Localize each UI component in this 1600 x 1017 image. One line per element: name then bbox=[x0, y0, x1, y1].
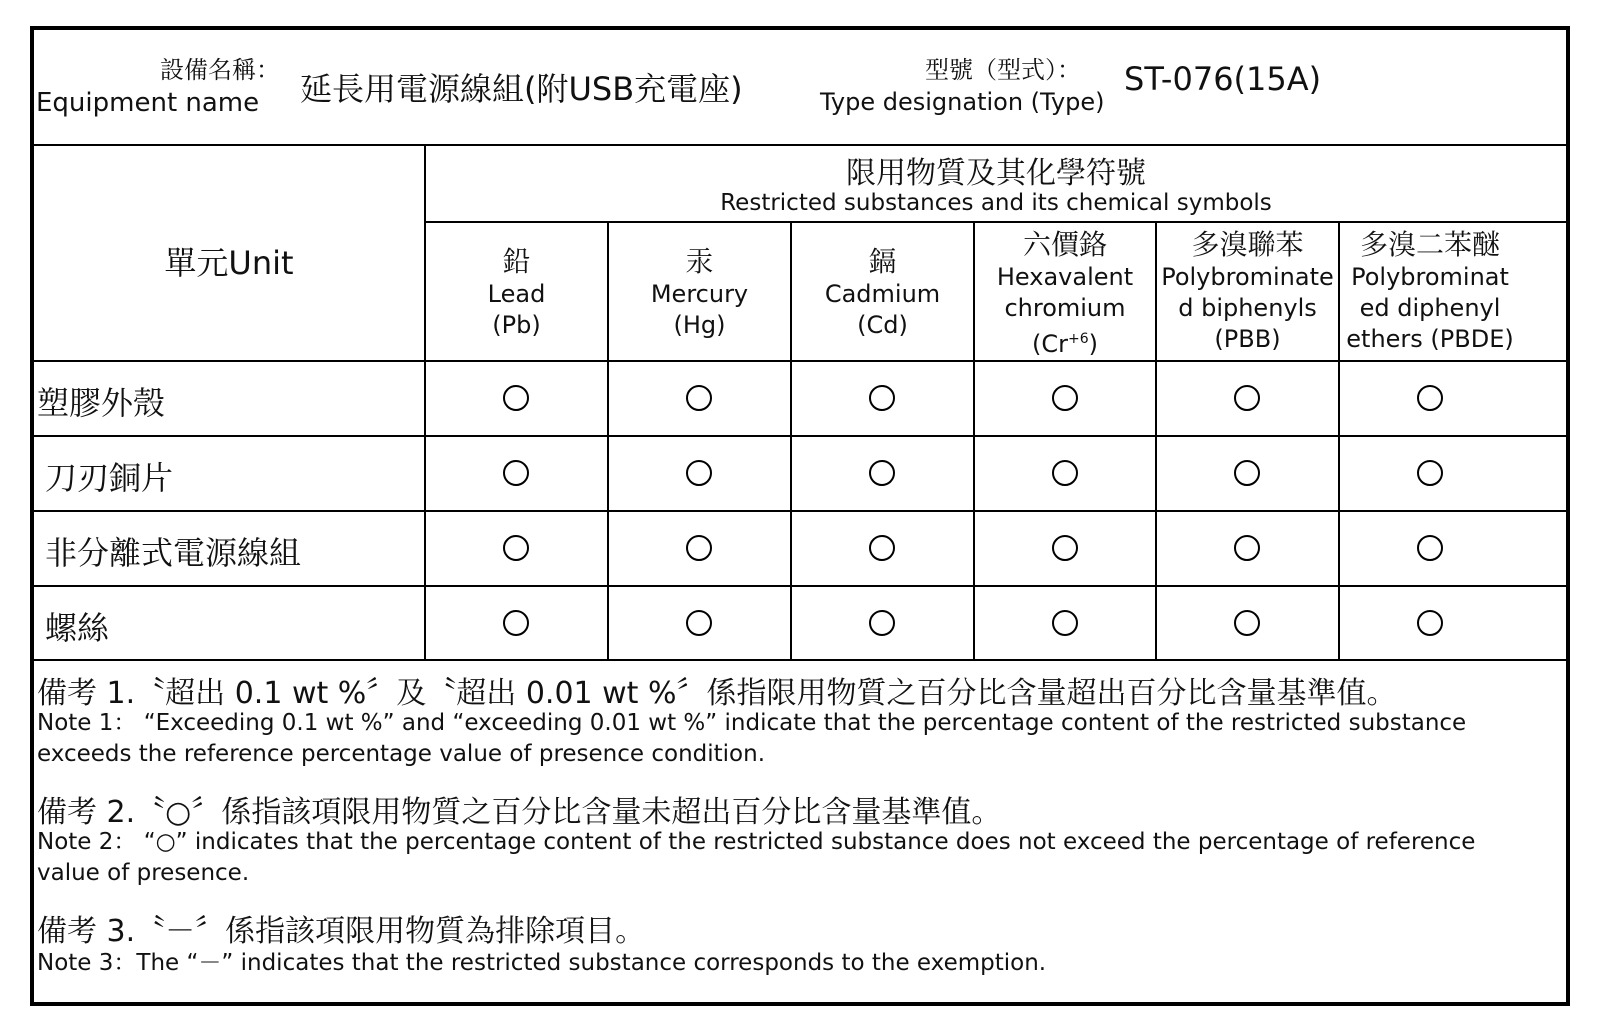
circle-mark-icon bbox=[1052, 610, 1078, 636]
symbol-superscript: +6 bbox=[1067, 331, 1089, 347]
row-label-blade-copper: 刀刃銅片 bbox=[45, 459, 174, 497]
symbol-base: (Cr bbox=[1031, 330, 1068, 358]
row-label-plastic-housing: 塑膠外殼 bbox=[37, 384, 166, 422]
type-label-zh: 型號（型式）： bbox=[925, 56, 1081, 84]
circle-mark-icon bbox=[869, 535, 895, 561]
row-label-screw: 螺絲 bbox=[45, 609, 110, 647]
circle-mark-icon bbox=[503, 610, 529, 636]
column-header-symbol: (Hg) bbox=[673, 311, 726, 339]
circle-mark-icon bbox=[1234, 460, 1260, 486]
type-label-en: Type designation (Type) bbox=[820, 88, 1105, 116]
column-header-en: chromium bbox=[1004, 294, 1126, 322]
column-header-en: Polybrominate bbox=[1161, 263, 1334, 291]
circle-mark-icon bbox=[503, 460, 529, 486]
circle-mark-icon bbox=[1417, 460, 1443, 486]
column-header-en: Lead bbox=[487, 280, 546, 308]
circle-mark-icon bbox=[1052, 535, 1078, 561]
grid-line bbox=[34, 659, 1566, 661]
column-header-symbol: (Pb) bbox=[492, 311, 541, 339]
note-3-zh: 備考 3.〝－〞係指該項限用物質為排除項目。 bbox=[37, 914, 646, 949]
circle-mark-icon bbox=[503, 535, 529, 561]
column-header-symbol bbox=[975, 324, 1155, 360]
circle-mark-icon bbox=[503, 385, 529, 411]
grid-line bbox=[34, 360, 1566, 362]
note-2-en: Note 2： “○” indicates that the percentage content of the restricted substance does not exceed the percentage of reference value of presence. bbox=[37, 829, 1476, 886]
column-header-pbde bbox=[1340, 228, 1520, 355]
circle-mark-icon bbox=[869, 385, 895, 411]
circle-mark-icon bbox=[686, 610, 712, 636]
column-header-en: Cadmium bbox=[824, 280, 941, 308]
column-header-zh: 多溴二苯醚 bbox=[1359, 228, 1500, 261]
column-header-zh: 汞 bbox=[685, 245, 714, 278]
equipment-value: 延長用電源線組(附USB充電座) bbox=[300, 70, 743, 108]
circle-mark-icon bbox=[869, 460, 895, 486]
grid-line bbox=[34, 144, 1566, 146]
column-header-en: Polybrominat bbox=[1351, 263, 1509, 291]
circle-mark-icon bbox=[1052, 385, 1078, 411]
note-1-en: Note 1： “Exceeding 0.1 wt %” and “exceeding 0.01 wt %” indicate that the percentage content of the restricted substance exceeds the reference percentage value of presence condition. bbox=[37, 710, 1467, 767]
row-label-power-cord: 非分離式電源線組 bbox=[45, 534, 302, 572]
grid-line bbox=[34, 435, 1566, 437]
circle-mark-icon bbox=[1417, 610, 1443, 636]
column-header-hexavalent-chromium bbox=[975, 228, 1155, 360]
column-header-cadmium bbox=[792, 245, 973, 341]
circle-mark-icon bbox=[1417, 385, 1443, 411]
equipment-label-en: Equipment name bbox=[36, 88, 260, 118]
column-header-zh: 鉛 bbox=[502, 245, 531, 278]
column-header-zh: 多溴聯苯 bbox=[1191, 228, 1304, 261]
symbol-end: ) bbox=[1088, 330, 1098, 358]
column-header-symbol: (Cd) bbox=[857, 311, 908, 339]
group-title-en: Restricted substances and its chemical symbols bbox=[720, 190, 1272, 216]
column-header-lead bbox=[426, 245, 607, 341]
column-header-zh: 鎘 bbox=[868, 245, 897, 278]
column-header-symbol: ethers (PBDE) bbox=[1346, 325, 1514, 353]
circle-mark-icon bbox=[1234, 385, 1260, 411]
group-title-zh: 限用物質及其化學符號 bbox=[846, 156, 1146, 191]
column-header-en: Mercury bbox=[650, 280, 749, 308]
circle-mark-icon bbox=[686, 460, 712, 486]
grid-line bbox=[424, 144, 426, 661]
circle-mark-icon bbox=[1234, 610, 1260, 636]
grid-line bbox=[34, 585, 1566, 587]
equipment-label-zh: 設備名稱： bbox=[160, 56, 280, 84]
circle-mark-icon bbox=[1417, 535, 1443, 561]
unit-header: 單元Unit bbox=[164, 244, 294, 282]
column-header-en: Hexavalent bbox=[996, 263, 1134, 291]
grid-line bbox=[424, 221, 1566, 223]
note-1-zh: 備考 1.〝超出 0.1 wt %〞及〝超出 0.01 wt %〞係指限用物質之百分比含量超出百分比含量基準值。 bbox=[37, 676, 1397, 711]
column-header-en: d biphenyls bbox=[1178, 294, 1317, 322]
circle-mark-icon bbox=[1234, 535, 1260, 561]
circle-mark-icon bbox=[869, 610, 895, 636]
note-2-zh: 備考 2.〝○〞係指該項限用物質之百分比含量未超出百分比含量基準值。 bbox=[37, 795, 1002, 830]
column-header-zh: 六價鉻 bbox=[1022, 228, 1107, 261]
column-header-mercury bbox=[609, 245, 790, 341]
grid-line bbox=[34, 510, 1566, 512]
column-header-symbol: (PBB) bbox=[1214, 325, 1281, 353]
circle-mark-icon bbox=[686, 535, 712, 561]
circle-mark-icon bbox=[686, 385, 712, 411]
column-header-en: ed diphenyl bbox=[1359, 294, 1501, 322]
column-header-pbb bbox=[1157, 228, 1338, 355]
note-3-en: Note 3：The “－” indicates that the restricted substance corresponds to the exemption. bbox=[37, 950, 1047, 976]
type-value: ST-076(15A) bbox=[1124, 60, 1322, 98]
circle-mark-icon bbox=[1052, 460, 1078, 486]
